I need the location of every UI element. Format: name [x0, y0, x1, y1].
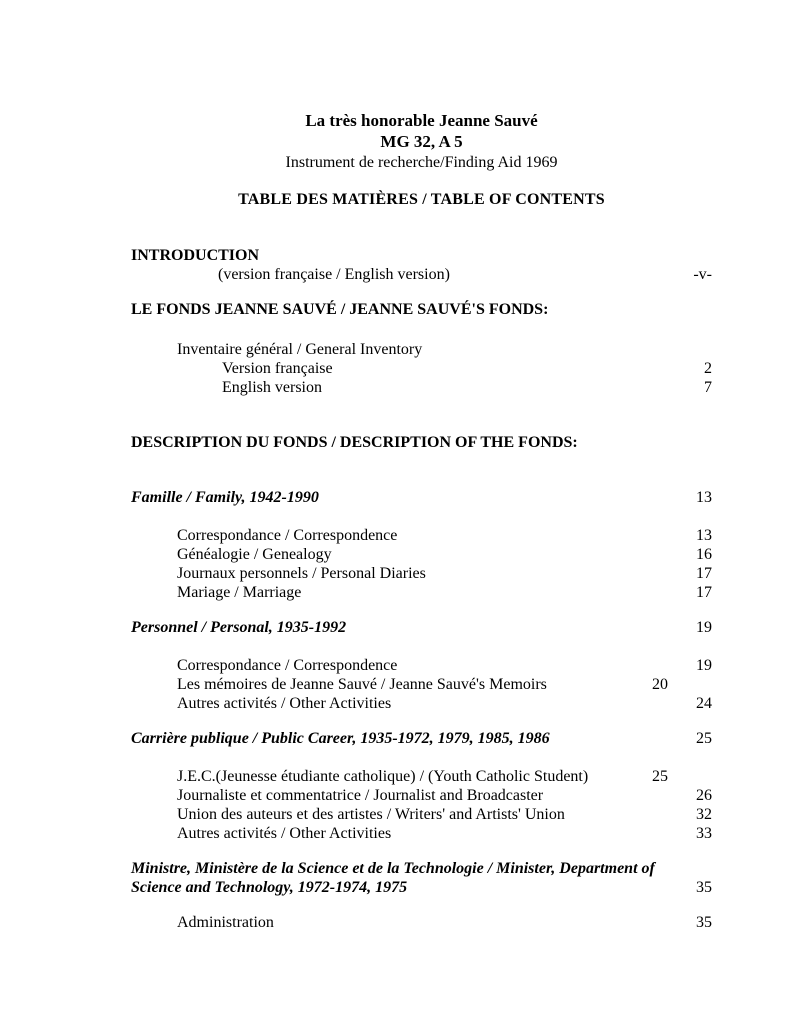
- toc-entry-page: 2: [704, 360, 712, 377]
- toc-entry-page: 7: [704, 379, 712, 396]
- toc-entry-page: 26: [696, 787, 712, 804]
- toc-entry-page: 25: [652, 768, 668, 785]
- toc-entry-page: 13: [696, 527, 712, 544]
- title-block: [131, 110, 712, 173]
- toc-entry-label: Généalogie / Genealogy: [177, 546, 332, 563]
- toc-entry: [131, 378, 712, 397]
- toc-entry-label: LE FONDS JEANNE SAUVÉ / JEANNE SAUVÉ'S FONDS:: [131, 301, 549, 318]
- toc-entry-label: Autres activités / Other Activities: [177, 695, 392, 712]
- toc-entry-page: 17: [696, 565, 712, 582]
- toc-entry: [131, 675, 712, 694]
- document-title: La très honorable Jeanne Sauvé: [305, 111, 538, 130]
- toc-entry: [131, 824, 712, 843]
- toc-entry: [131, 564, 712, 583]
- toc-entry-label: Version française: [222, 360, 333, 377]
- document-subtitle: Instrument de recherche/Finding Aid 1969: [285, 154, 558, 171]
- toc-entry: [131, 767, 712, 786]
- toc-entry-label: (version française / English version): [218, 266, 450, 283]
- toc-entry-label: Famille / Family, 1942-1990: [131, 489, 319, 506]
- toc-entry-page: 32: [696, 806, 712, 823]
- toc-entry-label: J.E.C.(Jeunesse étudiante catholique) / (Youth Catholic Student): [177, 768, 589, 785]
- toc-entry-page: 17: [696, 584, 712, 601]
- toc-entry: [131, 913, 712, 932]
- toc-heading: TABLE DES MATIÈRES / TABLE OF CONTENTS: [238, 191, 605, 208]
- toc-entry-page: -v-: [693, 266, 712, 283]
- toc-entry-page: 35: [696, 879, 712, 896]
- toc-entry-page: 35: [696, 914, 712, 931]
- toc-entry: [131, 694, 712, 713]
- toc-entry-page: 16: [696, 546, 712, 563]
- toc-entry: [131, 583, 712, 602]
- toc-list: [131, 246, 712, 932]
- toc-entry: [131, 359, 712, 378]
- toc-entry-page: 19: [696, 657, 712, 674]
- toc-entry-page: 24: [696, 695, 712, 712]
- toc-entry-label: Les mémoires de Jeanne Sauvé / Jeanne Sauvé's Memoirs: [177, 676, 547, 693]
- toc-entry-label: Inventaire général / General Inventory: [177, 341, 423, 358]
- toc-entry-page: 25: [696, 730, 712, 747]
- toc-entry: [131, 618, 712, 637]
- toc-entry-label: Union des auteurs et des artistes / Writers' and Artists' Union: [177, 806, 565, 823]
- toc-entry-label: Correspondance / Correspondence: [177, 527, 398, 544]
- toc-entry: [131, 656, 712, 675]
- toc-entry-label: Ministre, Ministère de la Science et de la Technologie / Minister, Department of Science and Technology, 1972-1974, 1975: [131, 860, 655, 896]
- toc-entry: [131, 246, 712, 265]
- toc-entry: [131, 729, 712, 748]
- toc-entry-label: Autres activités / Other Activities: [177, 825, 392, 842]
- toc-entry-label: INTRODUCTION: [131, 247, 260, 264]
- toc-entry-label: Journaliste et commentatrice / Journalist and Broadcaster: [177, 787, 544, 804]
- toc-entry-label: Carrière publique / Public Career, 1935-1972, 1979, 1985, 1986: [131, 730, 550, 747]
- toc-entry-label: DESCRIPTION DU FONDS / DESCRIPTION OF THE FONDS:: [131, 434, 578, 451]
- toc-entry-label: English version: [222, 379, 322, 396]
- toc-entry: [131, 526, 712, 545]
- toc-entry-page: 20: [652, 676, 668, 693]
- toc-entry-page: 13: [696, 489, 712, 506]
- toc-entry-label: Personnel / Personal, 1935-1992: [131, 619, 347, 636]
- toc-entry: [131, 859, 712, 897]
- toc-entry-page: 19: [696, 619, 712, 636]
- toc-entry-label: Mariage / Marriage: [177, 584, 302, 601]
- toc-entry: [131, 300, 712, 319]
- toc-entry: [131, 545, 712, 564]
- toc-entry: [131, 488, 712, 507]
- page-content: [131, 110, 712, 932]
- toc-entry: [131, 265, 712, 284]
- toc-entry: [131, 433, 712, 452]
- toc-entry-page: 33: [696, 825, 712, 842]
- document-reference-code: MG 32, A 5: [380, 132, 463, 151]
- toc-entry: [131, 805, 712, 824]
- toc-entry: [131, 340, 712, 359]
- toc-entry-label: Administration: [177, 914, 274, 931]
- toc-entry: [131, 786, 712, 805]
- toc-entry-label: Journaux personnels / Personal Diaries: [177, 565, 426, 582]
- toc-entry-label: Correspondance / Correspondence: [177, 657, 398, 674]
